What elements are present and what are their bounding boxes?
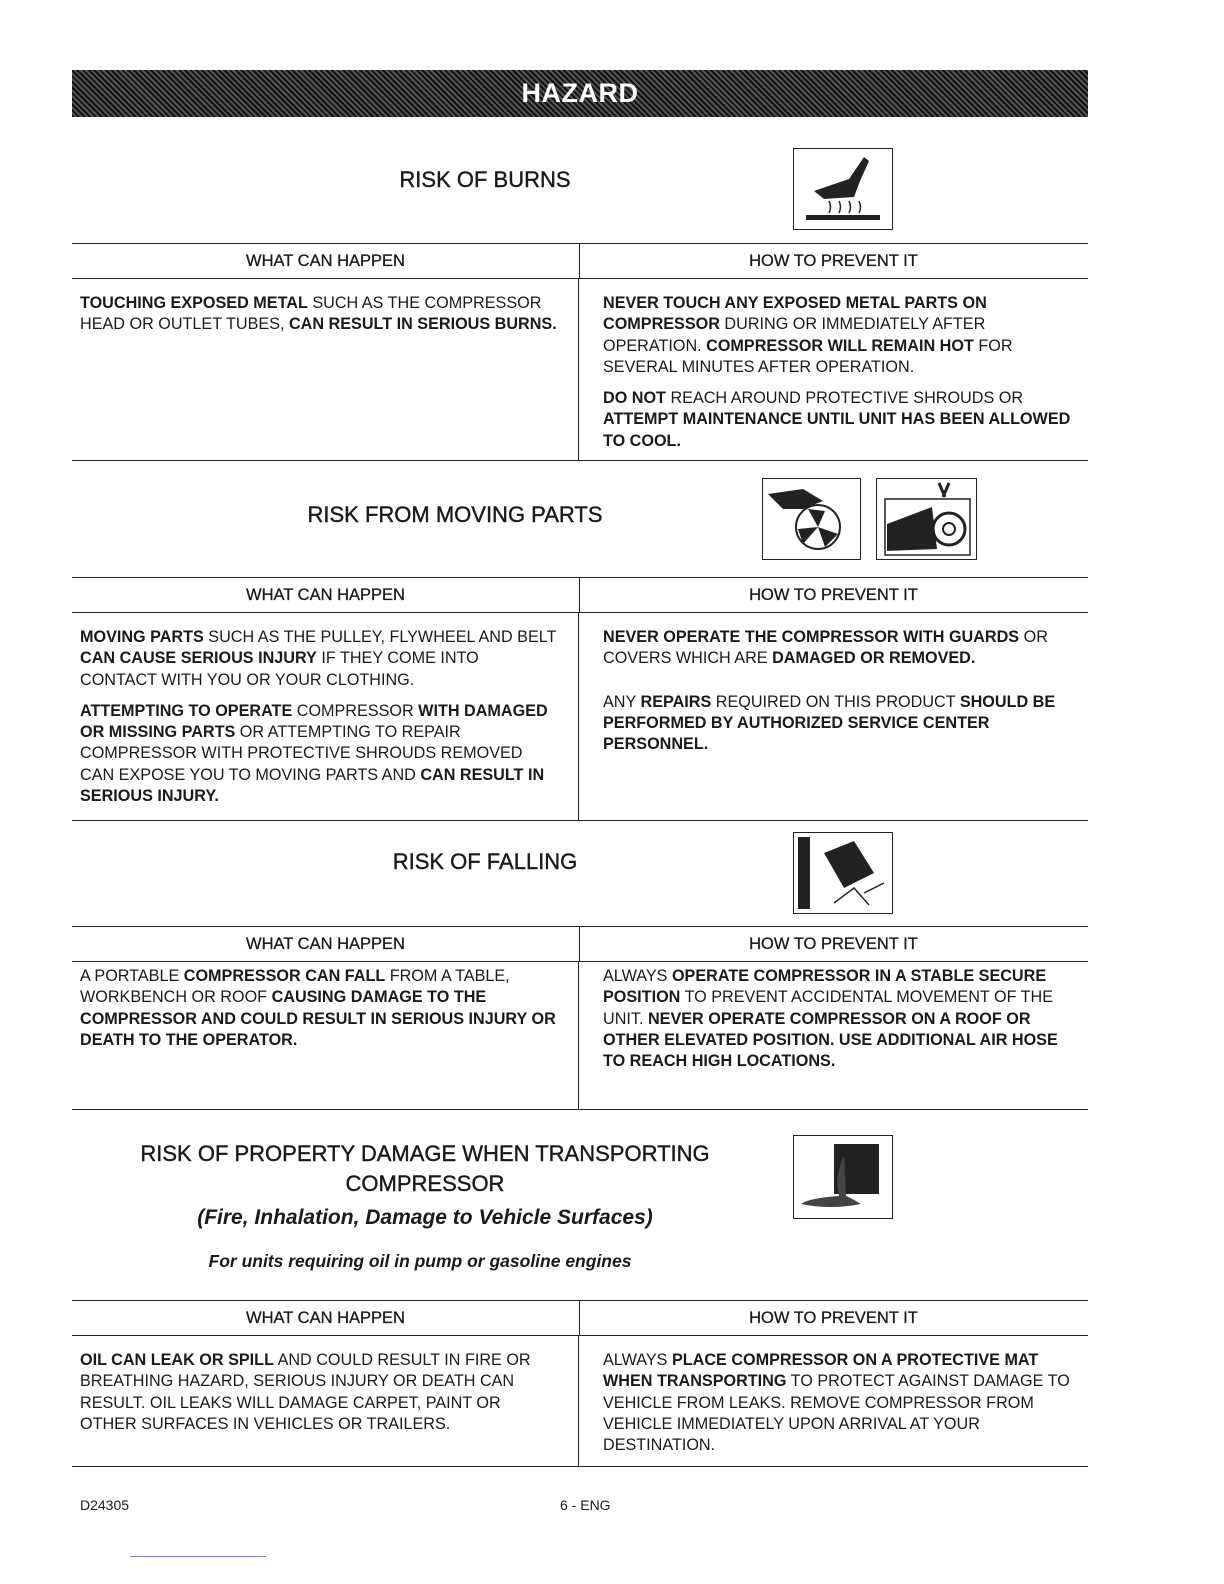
emphasis-text: CAN RESULT IN SERIOUS INJURY. — [80, 765, 545, 806]
emphasis-text: MOVING PARTS — [80, 628, 204, 646]
emphasis-text: ATTEMPTING TO OPERATE — [80, 701, 293, 720]
section-subtitle: (Fire, Inhalation, Damage to Vehicle Surfaces) — [197, 1206, 653, 1229]
what-can-happen-header: WHAT CAN HAPPEN — [72, 578, 580, 612]
hazard-paragraph — [80, 627, 558, 691]
divider-line — [130, 1556, 266, 1557]
emphasis-text: NEVER TOUCH ANY EXPOSED METAL PARTS ON COMPRESSOR — [603, 294, 987, 334]
body-text: ANY — [603, 692, 641, 711]
emphasis-text: ATTEMPT MAINTENANCE UNTIL UNIT HAS BEEN ALLOWED TO COOL. — [603, 410, 1071, 450]
falling-compressor-icon — [793, 832, 893, 914]
how-to-prevent-cell — [579, 1336, 1086, 1466]
hot-surface-hand-icon — [793, 148, 893, 230]
emphasis-text: OIL CAN LEAK OR SPILL — [80, 1351, 274, 1369]
emphasis-text: CAN CAUSE SERIOUS INJURY — [80, 649, 317, 668]
body-text: FROM A TABLE, WORKBENCH OR ROOF — [80, 967, 510, 1007]
document-number: D24305 — [80, 1497, 130, 1513]
moving-parts-table — [72, 577, 1088, 821]
emphasis-text: SHOULD BE PERFORMED BY AUTHORIZED SERVICE CENTER PERSONNEL. — [603, 692, 1056, 754]
body-text: OR ATTEMPTING TO REPAIR COMPRESSOR WITH PROTECTIVE SHROUDS REMOVED CAN EXPOSE YOU TO MOVING PARTS AND — [80, 723, 523, 784]
body-text: SUCH AS THE COMPRESSOR HEAD OR OUTLET TUBES, — [80, 294, 542, 334]
hazard-paragraph — [603, 627, 1076, 670]
body-text: FOR SEVERAL MINUTES AFTER OPERATION. — [603, 336, 1013, 376]
hazard-title: HAZARD — [521, 78, 639, 108]
section-title-falling: RISK OF FALLING — [392, 849, 578, 874]
what-can-happen-header: WHAT CAN HAPPEN — [72, 1301, 580, 1335]
body-text: A PORTABLE — [80, 967, 184, 985]
emphasis-text: CAUSING DAMAGE TO THE COMPRESSOR AND COULD RESULT IN SERIOUS INJURY OR DEATH TO THE OPERATOR. — [80, 988, 556, 1049]
body-text: AND COULD RESULT IN FIRE OR BREATHING HAZARD, SERIOUS INJURY OR DEATH CAN RESULT. OIL LEAKS WILL DAMAGE CARPET, PAINT OR OTHER SURFACES IN VEHICLES OR TRAILERS. — [80, 1351, 531, 1433]
hazard-paragraph — [603, 1350, 1076, 1456]
section-title-moving-parts: RISK FROM MOVING PARTS — [307, 502, 603, 527]
body-text: REQUIRED ON THIS PRODUCT — [711, 692, 960, 711]
hazard-paragraph — [80, 701, 558, 807]
section-note: For units requiring oil in pump or gasoline engines — [208, 1251, 632, 1271]
how-to-prevent-header: HOW TO PREVENT IT — [749, 585, 918, 604]
emphasis-text: PLACE COMPRESSOR ON A PROTECTIVE MAT WHEN TRANSPORTING — [603, 1351, 1039, 1391]
page-number: 6 - ENG — [560, 1497, 611, 1513]
emphasis-text: NEVER OPERATE COMPRESSOR ON A ROOF OR OTHER ELEVATED POSITION. USE ADDITIONAL AIR HOSE TO REACH HIGH LOCATIONS. — [603, 1009, 1058, 1071]
section-title-burns: RISK OF BURNS — [399, 167, 571, 192]
what-can-happen-cell — [72, 962, 579, 1109]
how-to-prevent-cell — [579, 279, 1086, 460]
hazard-paragraph — [80, 293, 558, 336]
body-text: TO PREVENT ACCIDENTAL MOVEMENT OF THE UNIT. — [603, 988, 1054, 1028]
falling-table — [72, 926, 1088, 1110]
body-text: DURING OR IMMEDIATELY AFTER OPERATION. — [603, 315, 986, 355]
emphasis-text: CAN RESULT IN SERIOUS BURNS. — [288, 315, 557, 334]
belt-pulley-hand-icon — [876, 478, 977, 560]
hazard-paragraph — [603, 692, 1076, 756]
section-title-property-damage: RISK OF PROPERTY DAMAGE WHEN TRANSPORTING COMPRESSOR — [140, 1141, 710, 1196]
emphasis-text: COMPRESSOR WILL REMAIN HOT — [706, 336, 974, 355]
body-text: IF THEY COME INTO CONTACT WITH YOU OR YOUR CLOTHING. — [80, 649, 479, 689]
body-text: OR COVERS WHICH ARE — [603, 628, 1048, 668]
body-text: ALWAYS — [603, 967, 672, 985]
hazard-paragraph — [80, 1350, 558, 1435]
hazard-banner — [72, 70, 1088, 117]
how-to-prevent-header: HOW TO PREVENT IT — [749, 251, 918, 270]
what-can-happen-cell — [72, 1336, 579, 1466]
body-text: COMPRESSOR — [292, 701, 419, 720]
emphasis-text: OPERATE COMPRESSOR IN A STABLE SECURE POSITION — [603, 967, 1047, 1007]
burns-table — [72, 243, 1088, 461]
what-can-happen-header: WHAT CAN HAPPEN — [72, 927, 580, 961]
how-to-prevent-header: HOW TO PREVENT IT — [749, 934, 918, 953]
what-can-happen-header: WHAT CAN HAPPEN — [72, 244, 580, 278]
how-to-prevent-header: HOW TO PREVENT IT — [749, 1308, 918, 1327]
oil-spill-icon — [793, 1135, 893, 1219]
emphasis-text: REPAIRS — [640, 692, 712, 711]
emphasis-text: NEVER OPERATE THE COMPRESSOR WITH GUARDS — [603, 628, 1020, 646]
emphasis-text: COMPRESSOR CAN FALL — [183, 967, 386, 985]
how-to-prevent-cell — [579, 962, 1086, 1109]
body-text: REACH AROUND PROTECTIVE SHROUDS OR — [665, 389, 1024, 408]
hazard-paragraph — [603, 966, 1076, 1072]
body-text: SUCH AS THE PULLEY, FLYWHEEL AND BELT — [203, 628, 557, 646]
body-text: TO PROTECT AGAINST DAMAGE TO VEHICLE FROM LEAKS. REMOVE COMPRESSOR FROM VEHICLE IMMEDIATELY UPON ARRIVAL AT YOUR DESTINATION. — [603, 1372, 1070, 1455]
hazard-paragraph — [80, 966, 558, 1051]
emphasis-text: WITH DAMAGED OR MISSING PARTS — [80, 701, 548, 742]
fan-blade-hand-icon — [762, 478, 861, 560]
what-can-happen-cell — [72, 613, 579, 820]
hazard-paragraph — [603, 388, 1076, 452]
emphasis-text: TOUCHING EXPOSED METAL — [80, 294, 308, 312]
what-can-happen-cell — [72, 279, 579, 460]
emphasis-text: DAMAGED OR REMOVED. — [772, 649, 976, 668]
emphasis-text: DO NOT — [603, 389, 666, 408]
hazard-paragraph — [603, 293, 1076, 378]
body-text: ALWAYS — [603, 1351, 672, 1369]
property-damage-table — [72, 1300, 1088, 1467]
how-to-prevent-cell — [579, 613, 1086, 820]
